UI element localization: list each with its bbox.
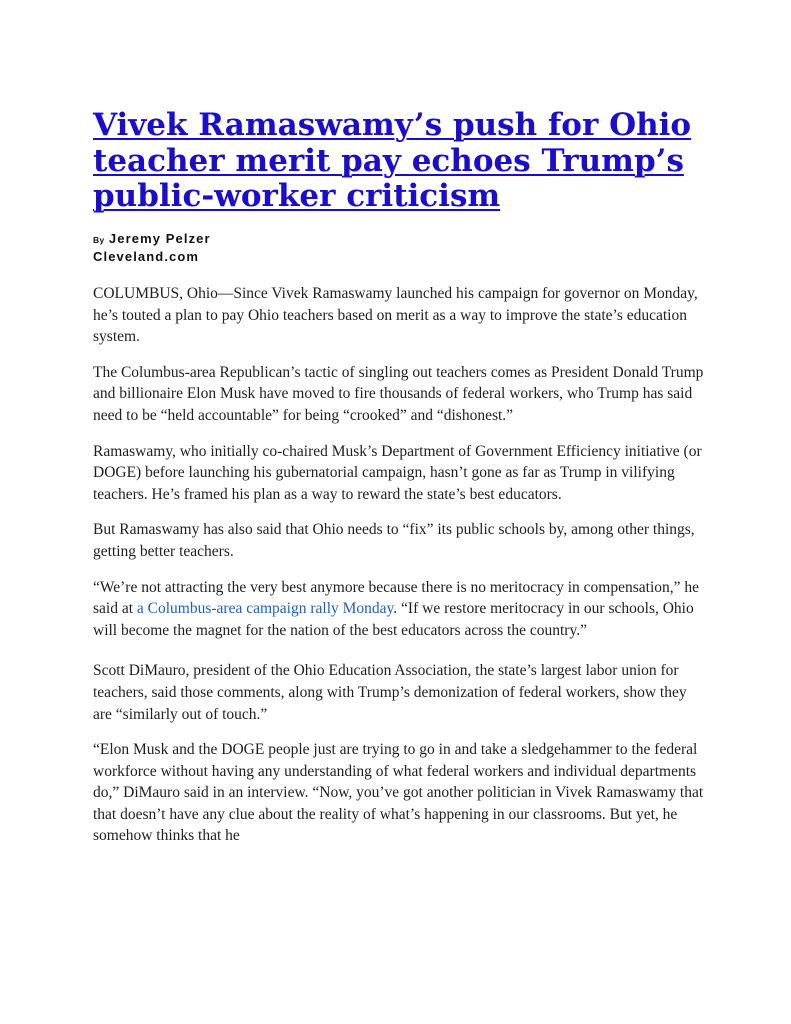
paragraph: But Ramaswamy has also said that Ohio needs to “fix” its public schools by, among other things, getting better teachers.: [93, 521, 695, 560]
author-name: Jeremy Pelzer: [108, 231, 211, 246]
byline: [93, 230, 211, 264]
paragraph: COLUMBUS, Ohio—Since Vivek Ramaswamy launched his campaign for governor on Monday, he’s touted a plan to pay Ohio teachers based on merit as a way to improve the state’s education system.: [93, 285, 698, 346]
paragraph: “Elon Musk and the DOGE people just are trying to go in and take a sledgehammer to the federal workforce without having any understanding of what federal workers and individual departments do,” DiMauro said in an interview. “Now, you’ve got another politician in Vivek Ramaswamy that that doesn’t have any clue about the reality of what’s happening in our classrooms. But yet, he somehow thinks that he: [93, 741, 704, 845]
byline-prefix: By: [93, 235, 105, 245]
paragraph: The Columbus-area Republican’s tactic of singling out teachers comes as President Donald Trump and billionaire Elon Musk have moved to fire thousands of federal workers, who Trump has said need to be “held accountable” for being “crooked” and “dishonest.”: [93, 363, 704, 424]
quote-text-before: “We’re not attracting the very best anymore because there is no meritocracy in compensation,” he said at: [93, 578, 700, 618]
quote-paragraph: [93, 577, 705, 642]
headline-link[interactable]: Vivek Ramaswamy’s push for Ohio teacher merit pay echoes Trump’s public-worker criticism: [93, 107, 692, 214]
quote-text-after: . “If we restore meritocracy in our schools, Ohio will become the magnet for the nation of the best educators across the country.”: [93, 600, 694, 639]
rally-link[interactable]: a Columbus-area campaign rally Monday: [136, 600, 394, 618]
source-name: Cleveland.com: [93, 249, 200, 264]
paragraph: Scott DiMauro, president of the Ohio Education Association, the state’s largest labor union for teachers, said those comments, along with Trump’s demonization of federal workers, show they are “similarly out of touch.”: [93, 662, 687, 723]
paragraph: Ramaswamy, who initially co-chaired Musk’s Department of Government Efficiency initiative (or DOGE) before launching his gubernatorial campaign, hasn’t gone as far as Trump in vilifying teachers. He’s framed his plan as a way to reward the state’s best educators.: [93, 442, 702, 503]
article-body: [93, 283, 705, 861]
